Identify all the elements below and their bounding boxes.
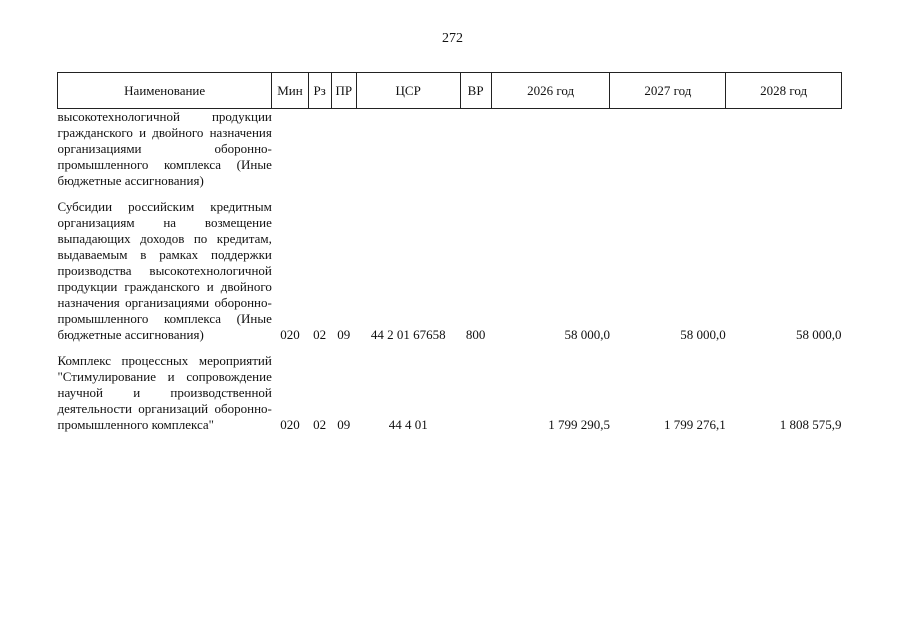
header-csr: ЦСР: [356, 73, 460, 109]
row-2026: 1 799 290,5: [548, 417, 610, 432]
row-vr: [460, 109, 491, 196]
row-rz: 02: [313, 417, 327, 432]
row-csr: [356, 109, 460, 196]
row-2027: 58 000,0: [680, 327, 726, 342]
row-name: Комплекс процессных мероприятий "Стимулирование и сопровождение научной и производственной деятельности организаций оборонно-промышленного комплекса": [57, 353, 272, 432]
row-rz: [308, 109, 331, 196]
row-pr: [331, 109, 356, 196]
header-vr: ВР: [460, 73, 491, 109]
row-min: 020: [280, 327, 300, 342]
header-2026: 2026 год: [491, 73, 610, 109]
row-2028: 58 000,0: [796, 327, 842, 342]
table-row: [58, 195, 842, 349]
row-name: Субсидии российским кредитным организациям на возмещение выпадающих доходов по кредитам, выдаваемым в рамках поддержки производства высокотехнологичной продукции гражданского и двойного назначения организациями оборонно-промышленного комплекса (Иные бюджетные ассигнования): [57, 199, 272, 342]
row-csr: 44 2 01 67658: [370, 327, 446, 342]
row-2028: 1 808 575,9: [779, 417, 842, 432]
row-2026: [491, 109, 610, 196]
table-row: [58, 109, 842, 196]
row-2028: [726, 109, 842, 196]
row-min: [272, 109, 308, 196]
row-2026: 58 000,0: [564, 327, 610, 342]
page-number: 272: [442, 31, 463, 46]
row-min: 020: [280, 417, 300, 432]
budget-table: [57, 72, 842, 435]
row-rz: 02: [313, 327, 327, 342]
header-2028: 2028 год: [726, 73, 842, 109]
row-csr: 44 4 01: [388, 417, 428, 432]
row-vr: [460, 349, 491, 435]
header-min: Мин: [272, 73, 308, 109]
header-name: Наименование: [58, 73, 272, 109]
row-2027: 1 799 276,1: [663, 417, 726, 432]
table-header: [58, 73, 842, 109]
row-pr: 09: [337, 417, 351, 432]
header-2027: 2027 год: [610, 73, 726, 109]
header-pr: ПР: [331, 73, 356, 109]
table-row: [58, 349, 842, 435]
row-vr: 800: [465, 327, 486, 342]
row-pr: 09: [337, 327, 351, 342]
row-2027: [610, 109, 726, 196]
header-rz: Рз: [308, 73, 331, 109]
row-name: высокотехнологичной продукции гражданского и двойного назначения организациями оборонно-промышленного комплекса (Иные бюджетные ассигнования): [57, 109, 272, 188]
